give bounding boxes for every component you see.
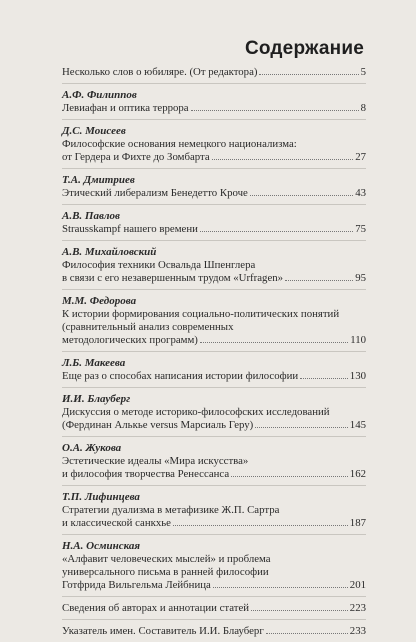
dot-leader — [300, 378, 348, 379]
toc-entry — [62, 246, 366, 285]
toc-entry — [62, 540, 366, 592]
entry-title-line: (сравнительный анализ современных — [62, 321, 234, 333]
toc-entry — [62, 393, 366, 432]
page-number: 110 — [350, 334, 366, 346]
entry-divider — [62, 83, 366, 84]
entry-title-text: Еще раз о способах написания истории философии — [62, 370, 299, 382]
toc-entry — [62, 295, 366, 347]
page-number: 201 — [349, 579, 366, 591]
entry-author: Н.А. Осминская — [62, 540, 141, 552]
entry-author: И.И. Блауберг — [62, 393, 131, 405]
toc-entry — [62, 602, 366, 615]
entry-title-text: от Гердера и Фихте до Зомбарта — [62, 151, 210, 163]
entry-title-text: Сведения об авторах и аннотации статей — [62, 602, 250, 614]
dot-leader — [266, 633, 348, 634]
entry-title-text: Strausskampf нашего времени — [62, 223, 198, 235]
table-of-contents — [62, 66, 366, 642]
dot-leader — [285, 280, 353, 281]
entry-title-line — [62, 102, 366, 115]
dot-leader — [259, 74, 358, 75]
toc-entry — [62, 210, 366, 236]
entry-title-line — [62, 223, 366, 236]
entry-divider — [62, 351, 366, 352]
entry-title-line — [62, 579, 366, 592]
toc-entry — [62, 491, 366, 530]
entry-title-line — [62, 187, 366, 200]
entry-title-line — [62, 370, 366, 383]
page-title: Содержание — [244, 38, 364, 59]
dot-leader — [251, 610, 348, 611]
entry-divider — [62, 119, 366, 120]
dot-leader — [191, 110, 359, 111]
entry-title-line: универсального письма в ранней философии — [62, 566, 269, 578]
entry-title-text: Этический либерализм Бенедетто Кроче — [62, 187, 248, 199]
entry-divider — [62, 619, 366, 620]
toc-entry — [62, 125, 366, 164]
page-number: 5 — [360, 66, 366, 78]
page-number: 75 — [355, 223, 366, 235]
entry-title-line: Философия техники Освальда Шпенглера — [62, 259, 256, 271]
entry-title-line — [62, 419, 366, 432]
dot-leader — [200, 231, 353, 232]
entry-title-line — [62, 334, 366, 347]
page-number: 130 — [349, 370, 366, 382]
page-number: 43 — [355, 187, 366, 199]
entry-author: О.А. Жукова — [62, 442, 122, 454]
dot-leader — [250, 195, 353, 196]
entry-title-line — [62, 66, 366, 79]
entry-title-text: Указатель имен. Составитель И.И. Блауберг — [62, 625, 264, 637]
entry-title-line — [62, 468, 366, 481]
entry-divider — [62, 204, 366, 205]
entry-title-line — [62, 517, 366, 530]
entry-author: А.Ф. Филиппов — [62, 89, 137, 101]
entry-title-text: Несколько слов о юбиляре. (От редактора) — [62, 66, 258, 78]
entry-title-line — [62, 272, 366, 285]
entry-title-line: «Алфавит человеческих мыслей» и проблема — [62, 553, 271, 565]
page-number: 27 — [355, 151, 366, 163]
entry-title-text: Левиафан и оптика террора — [62, 102, 189, 114]
entry-divider — [62, 387, 366, 388]
page-number: 162 — [349, 468, 366, 480]
toc-entry — [62, 89, 366, 115]
entry-title-text: в связи с его незавершенным трудом «Urfragen» — [62, 272, 284, 284]
entry-divider — [62, 485, 366, 486]
entry-title-line: К истории формирования социально-политических понятий — [62, 308, 340, 320]
entry-title-text: (Фердинан Алькье versus Марсиаль Геру) — [62, 419, 254, 431]
toc-entry — [62, 442, 366, 481]
entry-author: Л.Б. Макеева — [62, 357, 126, 369]
toc-entry — [62, 174, 366, 200]
dot-leader — [213, 587, 348, 588]
entry-title-line — [62, 625, 366, 638]
entry-title-text: и философия творчества Ренессанса — [62, 468, 230, 480]
toc-entry — [62, 625, 366, 638]
page-number: 187 — [349, 517, 366, 529]
entry-title-line — [62, 602, 366, 615]
entry-divider — [62, 596, 366, 597]
page-number: 95 — [355, 272, 366, 284]
page-number: 8 — [360, 102, 366, 114]
entry-author: Т.П. Лифинцева — [62, 491, 140, 503]
entry-title-text: методологических программ) — [62, 334, 198, 346]
entry-author: А.В. Михайловский — [62, 246, 157, 258]
page-number: 223 — [349, 602, 366, 614]
page-number: 233 — [349, 625, 366, 637]
entry-author: А.В. Павлов — [62, 210, 120, 222]
dot-leader — [231, 476, 348, 477]
entry-title-line: Стратегии дуализма в метафизике Ж.П. Сартра — [62, 504, 280, 516]
entry-title-line: Дискуссия о методе историко-философских исследований — [62, 406, 330, 418]
entry-divider — [62, 168, 366, 169]
toc-entry — [62, 66, 366, 79]
entry-title-text: и классической санкхье — [62, 517, 171, 529]
entry-divider — [62, 289, 366, 290]
dot-leader — [212, 159, 354, 160]
entry-author: Т.А. Дмитриев — [62, 174, 135, 186]
entry-author: Д.С. Моисеев — [62, 125, 126, 137]
entry-divider — [62, 534, 366, 535]
entry-divider — [62, 240, 366, 241]
page-number: 145 — [349, 419, 366, 431]
entry-title-line: Эстетические идеалы «Мира искусства» — [62, 455, 249, 467]
entry-title-line: Философские основания немецкого национализма: — [62, 138, 297, 150]
dot-leader — [255, 427, 348, 428]
entry-title-line — [62, 151, 366, 164]
entry-title-text: Готфрида Вильгельма Лейбница — [62, 579, 211, 591]
entry-author: М.М. Федорова — [62, 295, 137, 307]
dot-leader — [173, 525, 348, 526]
toc-entry — [62, 357, 366, 383]
entry-divider — [62, 436, 366, 437]
dot-leader — [200, 342, 348, 343]
